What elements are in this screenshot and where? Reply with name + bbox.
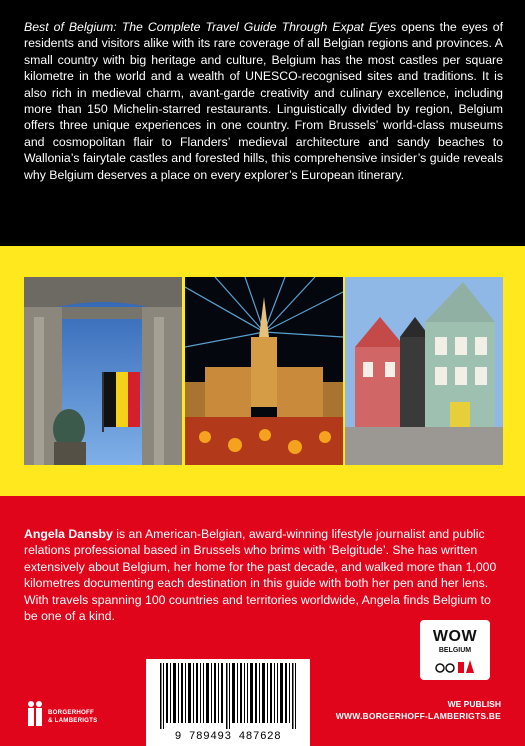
author-bio: [24, 526, 502, 624]
wow-belgium-badge: [420, 620, 490, 680]
publisher-name-line2: & LAMBERIGTS: [48, 717, 98, 724]
badge-country: BELGIUM: [438, 647, 472, 654]
photo-arch-flag: [24, 277, 182, 465]
barcode-bars: [146, 663, 310, 729]
publisher-website[interactable]: WWW.BORGERHOFF-LAMBERIGTS.BE: [335, 711, 501, 721]
yellow-band: [0, 246, 525, 496]
book-title: Best of Belgium: The Complete Travel Guide Through Expat Eyes: [24, 20, 397, 34]
blurb-text: opens the eyes of residents and visitors alike with its rare coverage of all Belgian regions and provinces. A small country with big heritage and culture, Belgium has the most castles per square kilometre in the world and a wealth of UNESCO-recognised sites and traditions. It is also rich in medieval charm, avant-garde creativity and culinary excellence, including more than 150 Michelin-starred restaurants. Linguistically divided by region, Belgium offers three unique experiences in one country. From Brussels’ world-class museums and cosmopolitan flair to Flanders’ medieval architecture and sandy beaches to Wallonia’s fairytale castles and forested hills, this comprehensive insider’s guide reveals why Belgium deserves a place on every explorer’s European itinerary.: [24, 20, 503, 182]
photo-grand-place: [185, 277, 343, 465]
photo-gabled-houses: [345, 277, 503, 465]
book-blurb: [24, 19, 503, 183]
red-band: [0, 496, 525, 746]
barcode: [146, 659, 310, 746]
publisher-figures-icon: [26, 700, 44, 728]
black-band: [0, 0, 525, 246]
publisher-tagline: WE PUBLISH: [447, 699, 501, 709]
isbn-number: 9 789493 487628: [174, 731, 282, 743]
publisher-name-line1: BORGERHOFF: [48, 709, 94, 716]
badge-wow: WOW: [432, 628, 478, 645]
publisher-logo: [26, 700, 116, 730]
landmarks-icon: [434, 656, 476, 674]
bio-text: is an American-Belgian, award-winning lifestyle journalist and public relations professional based in Brussels who brims with ‘Belgitude’. She has written extensively about Belgium, her home for the past decade, and walked more than 1,000 kilometres documenting each destination in this guide with both her pen and her lens. With travels spanning 100 countries and territories worldwide, Angela finds Belgium to be one of a kind.: [24, 527, 497, 624]
author-name: Angela Dansby: [24, 527, 113, 541]
